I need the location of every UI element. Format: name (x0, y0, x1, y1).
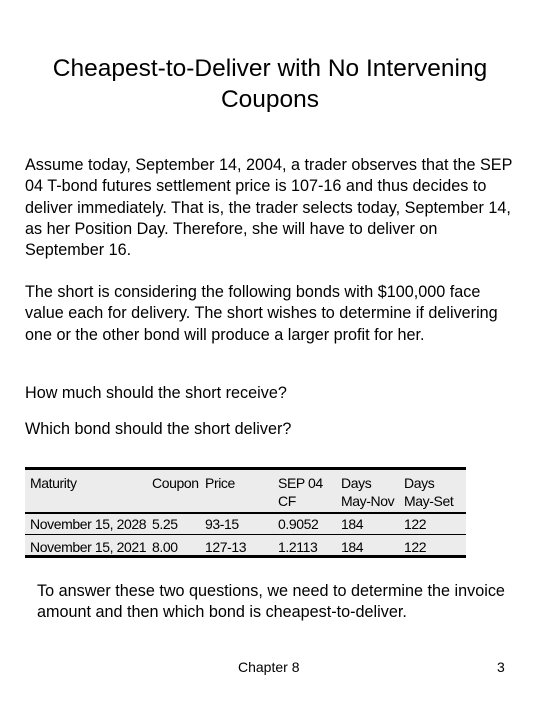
row2-coupon: 8.00 (152, 539, 178, 555)
header-cf: SEP 04 (278, 475, 323, 491)
row1-days-sep: 122 (404, 516, 427, 532)
footer-chapter: Chapter 8 (238, 659, 300, 675)
row1-cf: 0.9052 (278, 516, 319, 532)
row2-maturity: November 15, 2021 (30, 539, 147, 555)
slide-title: Cheapest-to-Deliver with No Intervening Coupons (52, 55, 488, 113)
row1-days-nov: 184 (341, 516, 364, 532)
header-price: Price (205, 475, 235, 491)
bond-table (25, 467, 466, 558)
row2-days-sep: 122 (404, 539, 427, 555)
header-cf-sub: CF (278, 493, 296, 509)
row1-coupon: 5.25 (152, 516, 178, 532)
question-receive: How much should the short receive? (25, 384, 287, 402)
header-days-nov-sub: May-Nov (341, 493, 395, 509)
header-days-sep: Days (404, 475, 435, 491)
header-days-sep-sub: May-Set (404, 493, 454, 509)
header-days-nov: Days (341, 475, 372, 491)
row2-price: 127-13 (205, 539, 247, 555)
paragraph-bonds: The short is considering the following bonds with $100,000 face value each for delivery. The short wishes to determine if delivering one or the other bond will produce a larger profit for her. (25, 283, 498, 344)
row2-days-nov: 184 (341, 539, 364, 555)
header-coupon: Coupon (152, 475, 199, 491)
answer-paragraph: To answer these two questions, we need to determine the invoice amount and then which bond is cheapest-to-deliver. (37, 582, 505, 622)
paragraph-scenario: Assume today, September 14, 2004, a trader observes that the SEP 04 T-bond futures settlement price is 107-16 and thus decides to deliver immediately. That is, the trader selects today, September 14, as her Position Day. Therefore, she will have to deliver on September 16. (25, 156, 513, 260)
row-rule (25, 534, 466, 535)
row1-maturity: November 15, 2028 (30, 516, 147, 532)
row1-price: 93-15 (205, 516, 239, 532)
question-deliver: Which bond should the short deliver? (25, 420, 292, 438)
page-number: 3 (497, 659, 505, 675)
row2-cf: 1.2113 (278, 539, 318, 555)
header-maturity: Maturity (30, 475, 77, 491)
header-rule (25, 512, 466, 514)
